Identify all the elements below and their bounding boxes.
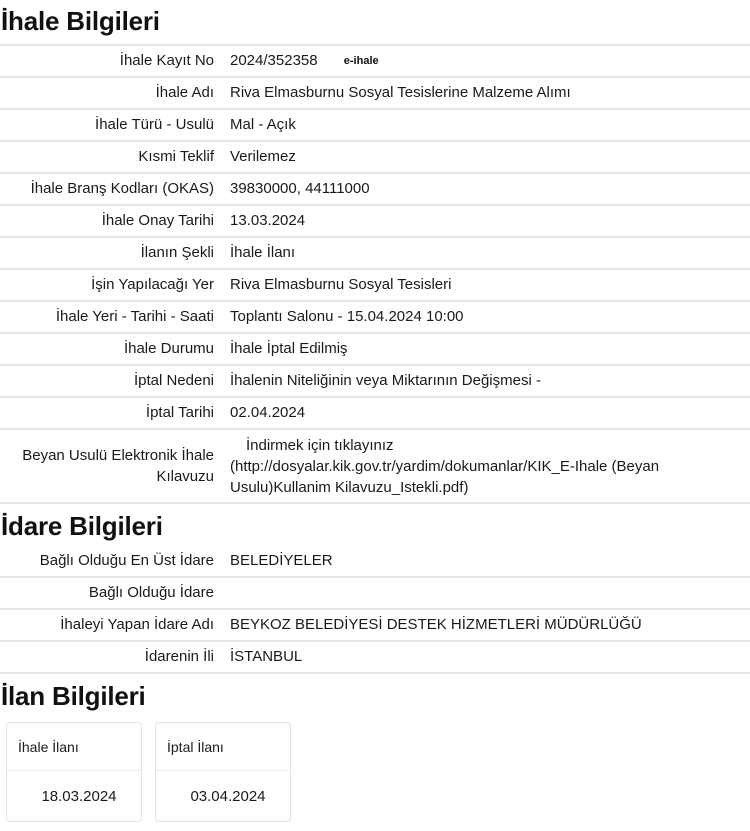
field-label: İptal Tarihi (145, 404, 214, 421)
field-value (230, 51, 750, 71)
section-title-idare-bilgileri: İdare Bilgileri (1, 511, 163, 541)
field-label: İlanın Şekli (140, 244, 214, 261)
field-label: İhale Durumu (123, 340, 214, 357)
field-value: Mal - Açık (230, 116, 296, 133)
field-label: İdarenin İli (144, 648, 214, 665)
row-ihale-adi (0, 78, 750, 110)
row-ihale-durumu (0, 334, 750, 366)
card-date: 18.03.2024 (41, 787, 117, 805)
field-value: BELEDİYELER (230, 552, 333, 569)
row-ilanin-sekli (0, 238, 750, 270)
field-value: İhalenin Niteliğinin veya Miktarının Değişmesi - (230, 372, 541, 389)
download-guide-link[interactable]: İndirmek için tıklayınız (246, 436, 394, 454)
row-bagli-oldugu-idare (0, 578, 750, 610)
idare-bilgileri-section (0, 504, 750, 674)
idare-info-table (0, 546, 750, 674)
row-ihale-kayit-no (0, 46, 750, 78)
row-ihale-onay-tarihi (0, 206, 750, 238)
field-value: 02.04.2024 (230, 404, 306, 421)
field-value: İhale İlanı (230, 244, 296, 261)
card-title: İptal İlanı (156, 723, 290, 771)
row-kismi-teklif (0, 142, 750, 174)
field-value: 13.03.2024 (230, 212, 306, 229)
row-brans-kodlari (0, 174, 750, 206)
row-iptal-nedeni (0, 366, 750, 398)
ihale-info-table (0, 44, 750, 504)
field-label: İhale Branş Kodları (OKAS) (30, 180, 214, 197)
field-label: Kısmi Teklif (138, 148, 214, 165)
card-date: 03.04.2024 (190, 787, 266, 805)
field-label: İhale Yeri - Tarihi - Saati (55, 308, 214, 325)
section-title-ihale-bilgileri: İhale Bilgileri (1, 6, 160, 36)
e-ihale-badge: e-ihale (343, 55, 379, 67)
card-title: İhale İlanı (7, 723, 141, 771)
field-label: İptal Nedeni (133, 372, 214, 389)
field-value: BEYKOZ BELEDİYESİ DESTEK HİZMETLERİ MÜDÜRLÜĞÜ (230, 616, 642, 633)
field-label: İhale Türü - Usulü (95, 116, 214, 133)
field-label: İhale Kayıt No (119, 52, 214, 69)
field-label: İhale Adı (155, 84, 214, 101)
ilan-cards (0, 722, 750, 822)
row-beyan-usulu-kilavuzu (0, 430, 750, 504)
field-value: Verilemez (230, 148, 296, 165)
ilan-bilgileri-section (0, 674, 750, 822)
row-ihale-yeri-tarihi-saati (0, 302, 750, 334)
field-label: İşin Yapılacağı Yer (91, 276, 214, 293)
field-value: Toplantı Salonu - 15.04.2024 10:00 (230, 308, 464, 325)
field-label: Bağlı Olduğu En Üst İdare (39, 552, 214, 569)
field-value: Riva Elmasburnu Sosyal Tesislerine Malzeme Alımı (230, 84, 571, 101)
field-label: İhaleyi Yapan İdare Adı (60, 616, 214, 633)
row-bagli-oldugu-en-ust-idare (0, 546, 750, 578)
field-label: Beyan Usulü Elektronik İhale Kılavuzu (22, 447, 214, 485)
field-value: Riva Elmasburnu Sosyal Tesisleri (230, 276, 452, 293)
field-value: İSTANBUL (230, 648, 303, 665)
row-iptal-tarihi (0, 398, 750, 430)
ihale-kayit-no-value: 2024/352358 (230, 52, 318, 69)
status-value: İhale İptal Edilmiş (230, 340, 348, 357)
row-ihale-turu-usulu (0, 110, 750, 142)
row-ihaleyi-yapan-idare-adi (0, 610, 750, 642)
field-value (230, 435, 750, 498)
ilan-card-ihale-ilani[interactable] (6, 722, 142, 822)
row-idarenin-ili (0, 642, 750, 674)
row-isin-yapilacagi-yer (0, 270, 750, 302)
field-label: Bağlı Olduğu İdare (88, 584, 214, 601)
field-value: 39830000, 44111000 (230, 180, 370, 197)
section-title-ilan-bilgileri: İlan Bilgileri (1, 681, 146, 711)
ilan-card-iptal-ilani[interactable] (155, 722, 291, 822)
field-label: İhale Onay Tarihi (101, 212, 214, 229)
guide-url-text: (http://dosyalar.kik.gov.tr/yardim/dokumanlar/KIK_E-Ihale (Beyan Usulu)Kullanim Kilavuzu_Istekli.pdf) (230, 457, 660, 496)
